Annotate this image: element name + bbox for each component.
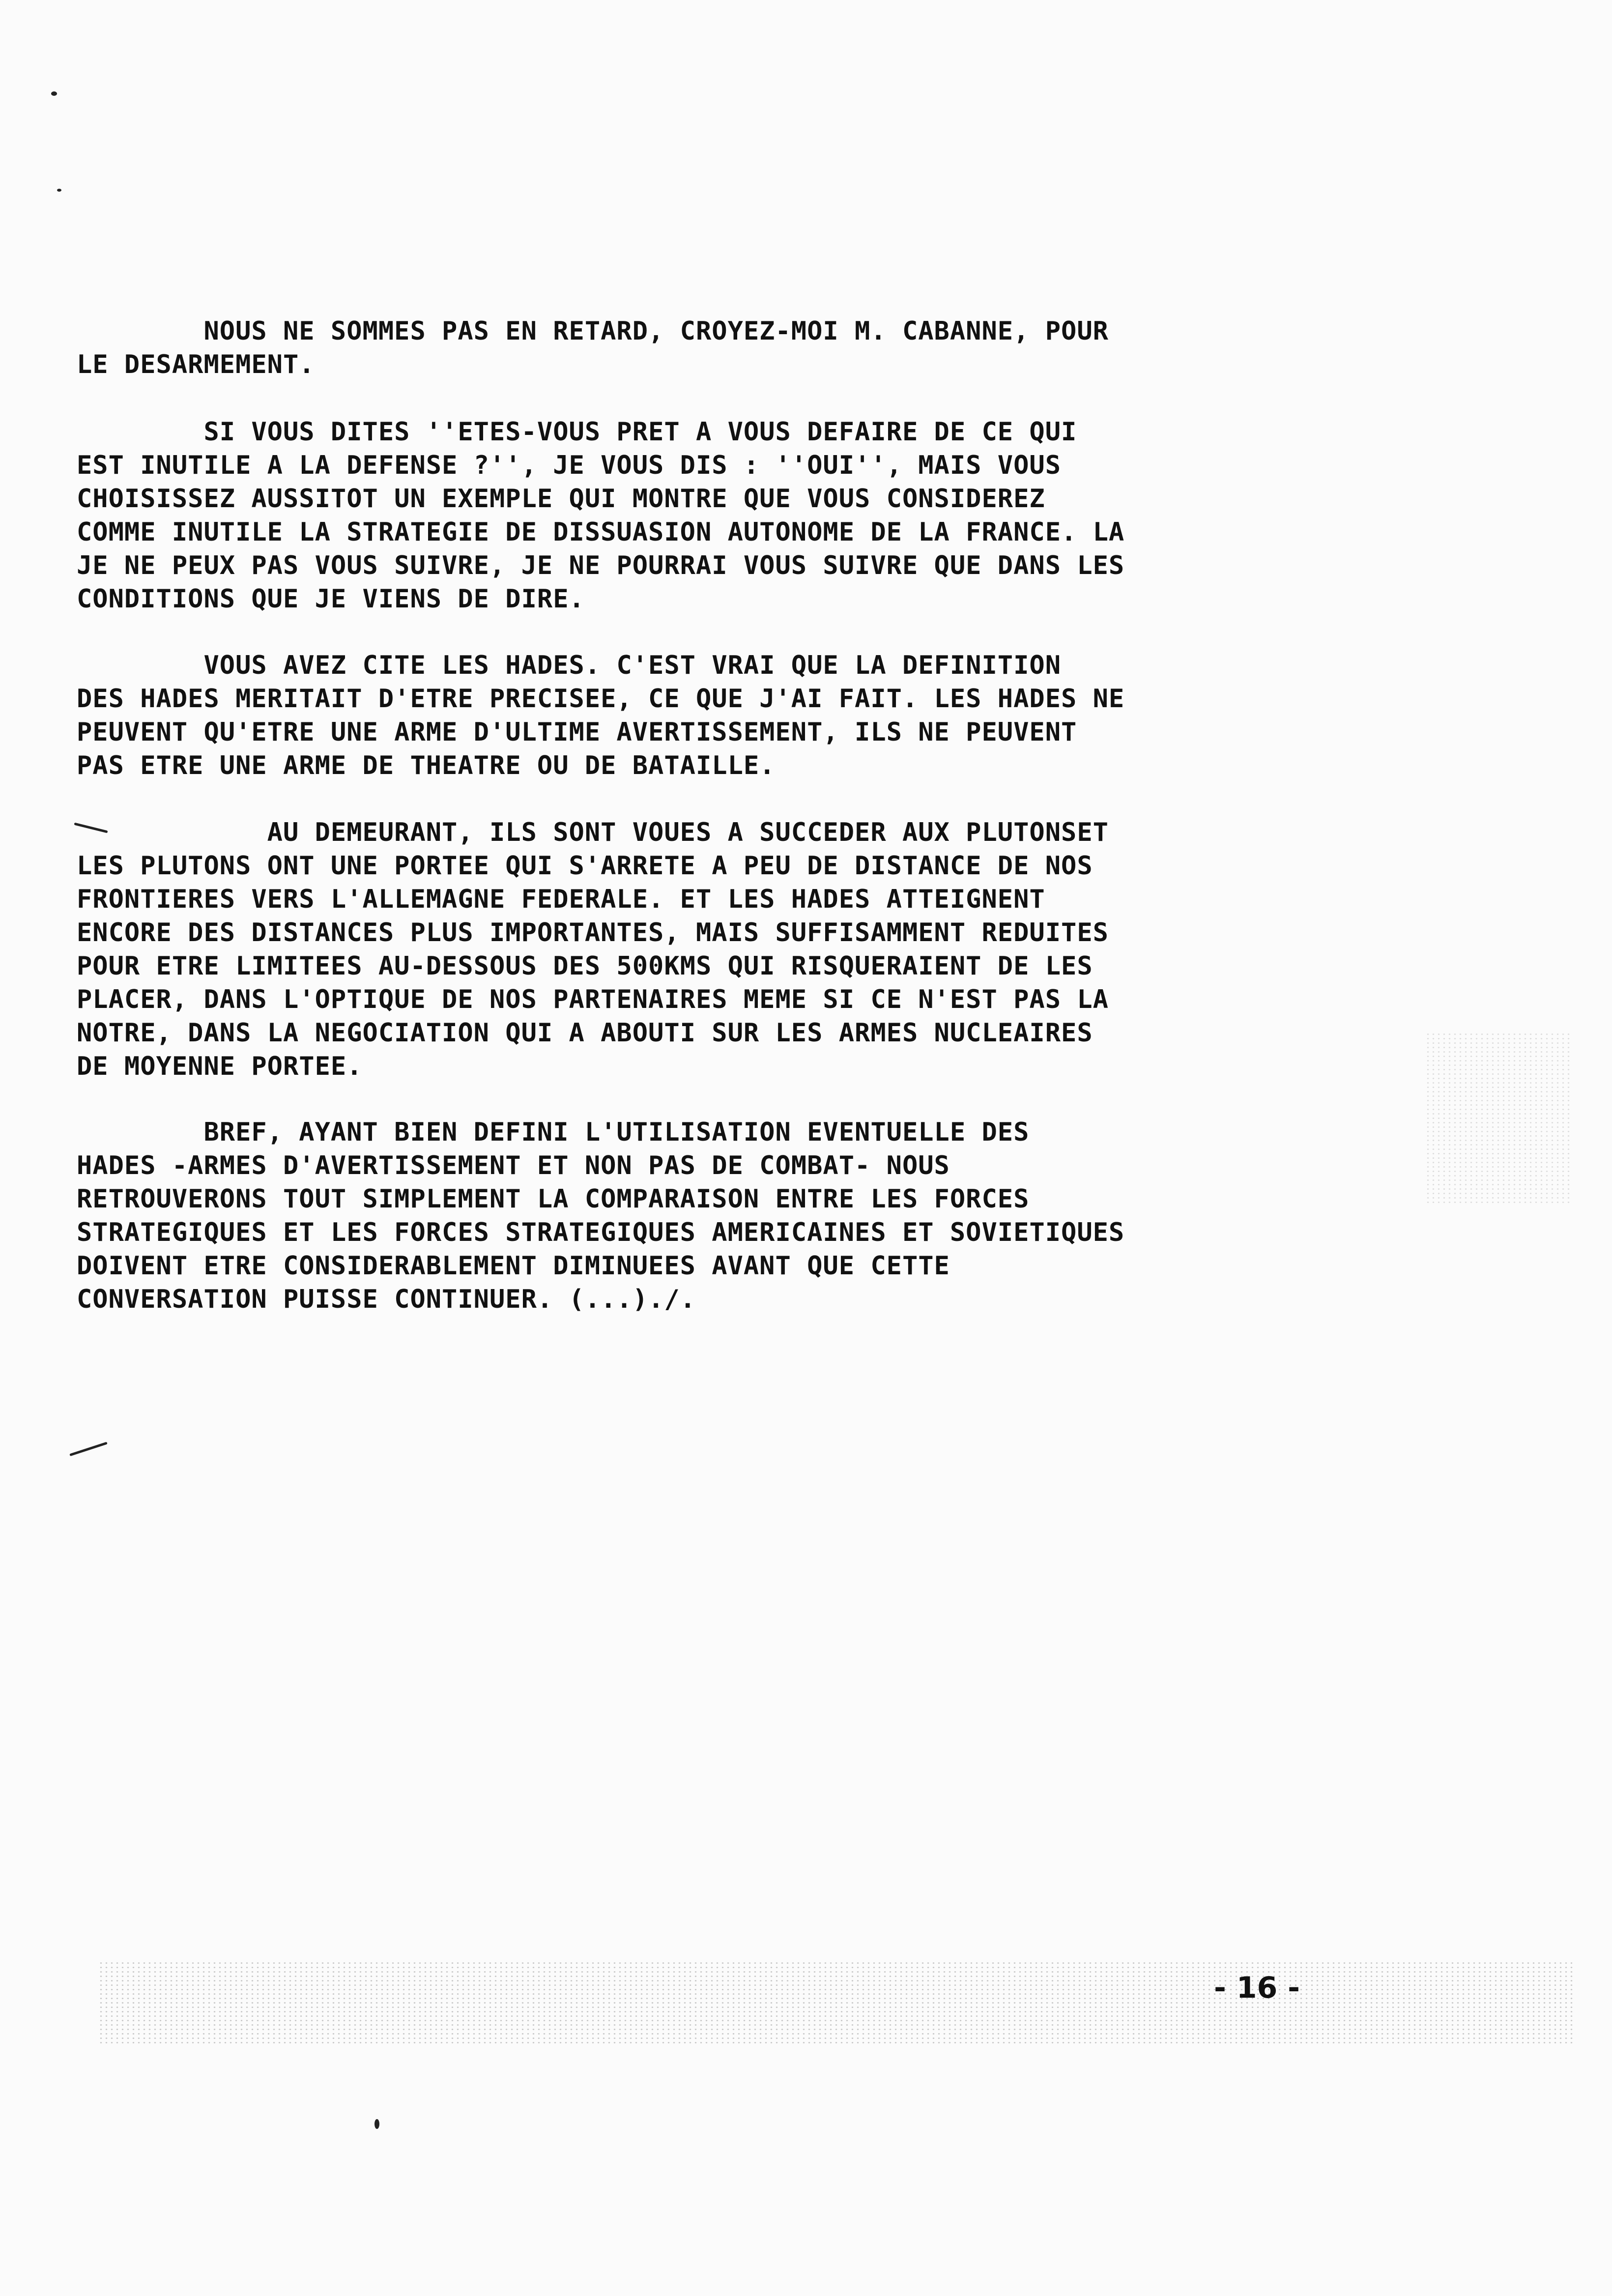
text-line: JE NE PEUX PAS VOUS SUIVRE, JE NE POURRAI VOUS SUIVRE QUE DANS LES	[77, 551, 1125, 580]
text-line: POUR ETRE LIMITEES AU-DESSOUS DES 500KMS QUI RISQUERAIENT DE LES	[77, 951, 1093, 981]
text-line: COMME INUTILE LA STRATEGIE DE DISSUASION AUTONOME DE LA FRANCE. LA	[77, 517, 1125, 547]
text-line: DOIVENT ETRE CONSIDERABLEMENT DIMINUEES AVANT QUE CETTE	[77, 1251, 950, 1281]
text-line: CONVERSATION PUISSE CONTINUER. (...)./.	[77, 1285, 696, 1314]
scan-noise	[1425, 1032, 1573, 1204]
paragraph-2	[77, 415, 1325, 616]
text-line: CHOISISSEZ AUSSITOT UN EXEMPLE QUI MONTRE QUE VOUS CONSIDEREZ	[77, 484, 1045, 514]
text-line: PLACER, DANS L'OPTIQUE DE NOS PARTENAIRES MEME SI CE N'EST PAS LA	[77, 985, 1109, 1014]
scan-noise	[98, 1961, 1573, 2044]
text-line: VOUS AVEZ CITE LES HADES. C'EST VRAI QUE LA DEFINITION	[77, 651, 1062, 680]
text-line: FRONTIERES VERS L'ALLEMAGNE FEDERALE. ET LES HADES ATTEIGNENT	[77, 885, 1045, 914]
text-line: LE DESARMEMENT.	[77, 350, 315, 379]
text-line: SI VOUS DITES ''ETES-VOUS PRET A VOUS DEFAIRE DE CE QUI	[77, 417, 1077, 447]
text-line: STRATEGIQUES ET LES FORCES STRATEGIQUES AMERICAINES ET SOVIETIQUES	[77, 1218, 1125, 1247]
scan-speck	[51, 91, 57, 96]
text-line: BREF, AYANT BIEN DEFINI L'UTILISATION EVENTUELLE DES	[77, 1118, 1030, 1147]
page-number: - 16 -	[1214, 1971, 1300, 2005]
text-line: EST INUTILE A LA DEFENSE ?'', JE VOUS DIS : ''OUI'', MAIS VOUS	[77, 451, 1062, 480]
scan-speck	[374, 2119, 379, 2129]
paragraph-5	[77, 1116, 1325, 1316]
text-line: DE MOYENNE PORTEE.	[77, 1052, 363, 1081]
scan-mark	[69, 1442, 108, 1456]
text-line: PAS ETRE UNE ARME DE THEATRE OU DE BATAILLE.	[77, 751, 776, 780]
text-line: NOUS NE SOMMES PAS EN RETARD, CROYEZ-MOI M. CABANNE, POUR	[77, 316, 1109, 346]
text-line: AU DEMEURANT, ILS SONT VOUES A SUCCEDER AUX PLUTONSET	[77, 818, 1109, 847]
text-line: RETROUVERONS TOUT SIMPLEMENT LA COMPARAISON ENTRE LES FORCES	[77, 1184, 1030, 1214]
text-line: HADES -ARMES D'AVERTISSEMENT ET NON PAS DE COMBAT- NOUS	[77, 1151, 950, 1180]
text-line: ENCORE DES DISTANCES PLUS IMPORTANTES, MAIS SUFFISAMMENT REDUITES	[77, 918, 1109, 947]
scan-speck	[57, 189, 61, 192]
text-line: CONDITIONS QUE JE VIENS DE DIRE.	[77, 584, 585, 614]
text-line: DES HADES MERITAIT D'ETRE PRECISEE, CE QUE J'AI FAIT. LES HADES NE	[77, 684, 1125, 714]
paragraph-3	[77, 649, 1325, 782]
text-line: LES PLUTONS ONT UNE PORTEE QUI S'ARRETE A PEU DE DISTANCE DE NOS	[77, 851, 1093, 881]
text-line: NOTRE, DANS LA NEGOCIATION QUI A ABOUTI SUR LES ARMES NUCLEAIRES	[77, 1018, 1093, 1048]
paragraph-4	[77, 816, 1325, 1083]
text-line: PEUVENT QU'ETRE UNE ARME D'ULTIME AVERTISSEMENT, ILS NE PEUVENT	[77, 718, 1077, 747]
paragraph-1	[77, 315, 1325, 381]
